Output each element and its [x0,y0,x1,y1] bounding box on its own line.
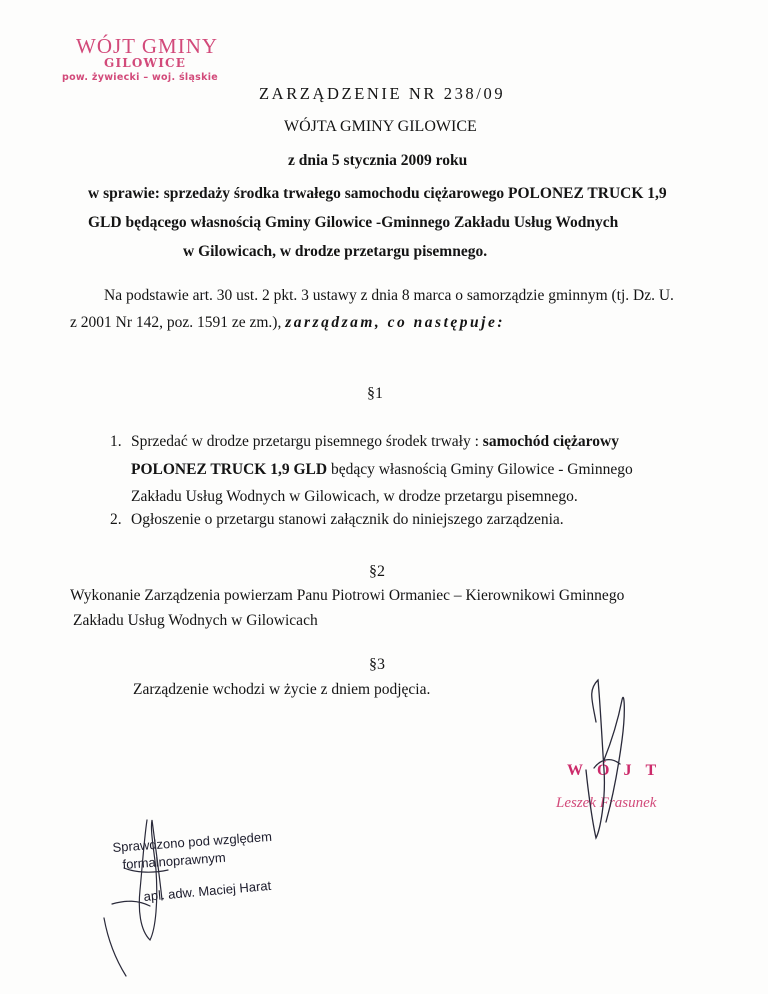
section-1-item-1-line-3: Zakładu Usług Wodnych w Gilowicach, w drodze przetargu pisemnego. [131,488,578,505]
legal-check-line-3: apl. adw. Maciej Harat [143,877,272,904]
subject-line-1: w sprawie: sprzedaży środka trwałego samochodu ciężarowego POLONEZ TRUCK 1,9 [88,185,667,202]
section-2-line-1: Wykonanie Zarządzenia powierzam Panu Piotrowi Ormaniec – Kierownikowi Gminnego [70,587,625,604]
item-1-ownership: będący własnością Gminy Gilowice - Gminnego [327,461,633,478]
legal-check-line-1: Sprawdzono pod względem [112,828,273,855]
section-1-item-1-number: 1. [110,433,122,450]
basis-decree-phrase: zarządzam, co następuje: [285,314,505,331]
stamp-subtitle: GILOWICE [104,56,187,70]
document-issuer: WÓJTA GMINY GILOWICE [284,118,477,135]
section-1-item-2-line-1: Ogłoszenie o przetargu stanowi załącznik do niniejszego zarządzenia. [131,511,564,528]
item-1-vehicle-type: samochód ciężarowy [482,433,619,450]
item-1-text: Sprzedać w drodze przetargu pisemnego środek trwały : [131,433,483,450]
document-date: z dnia 5 stycznia 2009 roku [288,152,468,169]
subject-line-2: GLD będącego własnością Gminy Gilowice -Gminnego Zakładu Usług Wodnych [88,214,619,231]
document-title: ZARZĄDZENIE NR 238/09 [259,84,506,103]
stamp-region: pow. żywiecki – woj. śląskie [62,72,219,83]
legal-check-line-2: formalnoprawnym [122,849,227,872]
stamp-title: WÓJT GMINY [76,34,219,58]
mayor-name-stamp: Leszek Frasunek [556,795,657,811]
item-1-vehicle-model: POLONEZ TRUCK 1,9 GLD [131,461,328,478]
mayor-stamp: WÓJT [567,762,671,779]
section-1-item-1-line-2 [131,461,633,479]
section-1-symbol: §1 [367,385,383,402]
section-3-line-1: Zarządzenie wchodzi w życie z dniem podjęcia. [133,681,431,698]
basis-prefix: z 2001 Nr 142, poz. 1591 ze zm.), [70,314,286,331]
section-2-symbol: §2 [369,563,385,580]
section-1-item-2-number: 2. [110,511,122,528]
mayor-signature [586,680,624,838]
section-3-symbol: §3 [369,656,385,673]
section-1-item-1-line-1 [131,433,619,451]
basis-line-2 [70,314,505,332]
basis-line-1: Na podstawie art. 30 ust. 2 pkt. 3 ustawy z dnia 8 marca o samorządzie gminnym (tj. Dz. U. [104,287,674,304]
subject-line-3: w Gilowicach, w drodze przetargu pisemnego. [183,243,488,260]
section-2-line-2: Zakładu Usług Wodnych w Gilowicach [73,612,318,629]
